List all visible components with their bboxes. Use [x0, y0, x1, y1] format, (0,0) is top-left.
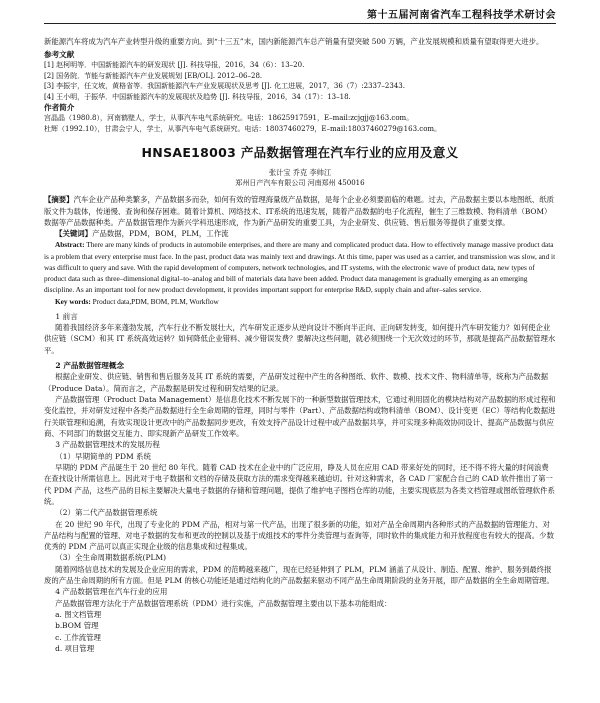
section-2-text-2: 产品数据管理（Product Data Management）是信息化技术不断发展下的一种新型数据管理技术，它通过利用固化的模块结构对产品数据的形成过程和变化监控，并对研发过程中各类产品数据进行全生命周期的管理，同时与零件（Part）、产品数据结构或物料清单（BOM）、设计变更（EC）等结构化数据进行关联管理和追溯，有效实现设计更改中的产品数据同步更改，有效支持产品设计过程中或产品数据共享，并可实现多种高效协同设计、提高产品数据与供应商、不同部门的数据交互能力、即实现新产品研发工作效率。: [44, 395, 556, 438]
paper-affiliation: 郑州日产汽车有限公司 河南郑州 450016: [235, 179, 365, 188]
abstract-label: 【摘要】: [44, 195, 74, 205]
list-item: b.BOM 管理: [55, 621, 99, 631]
author-info-item: 宫晶晶（1980.8），河南鹤壁人，学士，从事汽车电气系统研究。电话：18625917591，E–mail:zcjgjj@163.com。: [44, 114, 414, 123]
keywords-cn: [44, 228, 556, 239]
author-intro-title: 作者简介: [44, 103, 75, 113]
section-1-text: 随着我国经济多年来蓬勃发展，汽车行业不断发展壮大，汽车研发正逐步从逆向设计不断向半正向、正向研发转变，如何提升汽车研发能力？如何使企业供应链（SCM）和其 IT 系统高效运转？如何降低企业错料、减少错误发费？要解决这些问题，就必须围绕一个无次效过的环节，那就是提高产品数据管理水平。: [44, 323, 556, 355]
list-item: d. 项目管理: [55, 644, 95, 654]
references-title: 参考文献: [44, 50, 75, 60]
list-item: c. 工作流管理: [55, 632, 101, 642]
reference-item: [3] 李振宇，任文坡，黄格省等．我国新能源汽车产业发展现状及思考 [J]. 化工进展，2017，36（7）:2337–2343.: [44, 82, 405, 91]
keywords-en: [44, 296, 556, 307]
author-info-item: 杜辉（1992.10），甘肃会宁人，学士，从事汽车电气系统研究。电话：18037460279，E–mail:18037460279@163.com。: [44, 124, 442, 133]
reference-item: [1] 赵柯明等．中国新能源汽车的研发现状 [J]. 科技导报，2016，34（6）：13–20.: [44, 61, 305, 70]
list-item: a. 图文档管理: [55, 610, 102, 620]
subsection-3-3-text: 随着网络信息技术的发展及企业应用的需求，PDM 的范畴越来越广，现在已经延伸到了 PLM，PLM 涵盖了从设计、制造、配置、维护、服务到最终报废的产品生命周期的所有方面。但是 PLM 的核心功能还是通过结构化的产品数据来驱动不同产品生命周期阶段的业务开展，即产品数据的全生命周期管理。: [44, 564, 554, 586]
section-heading-2: 2 产品数据管理概念: [55, 361, 125, 370]
abstract-en: [44, 239, 556, 295]
section-heading-4: 4 产品数据管理在汽车行业的应用: [55, 587, 168, 597]
section-heading-3: 3 产品数据管理技术的发展历程: [55, 440, 160, 450]
paper-authors: 张计宝 乔克 李帅江: [268, 168, 332, 178]
reference-item: [2] 国务院．节能与新能源汽车产业发展规划 [EB/OL]. 2012–06–28.: [44, 71, 263, 80]
subsection-heading-3-3: （3）全生命周期数据系统(PLM): [55, 553, 167, 563]
intro-paragraph: 新能源汽车将成为汽车产业转型升级的重要方向。到“十三五”末，国内新能源汽车总产销量有望突破 500 万辆，产业发展规模和质量有望取得更大进步。: [44, 37, 544, 46]
subsection-3-2-text: 在 20 世纪 90 年代，出现了专业化的 PDM 产品，相对与第一代产品，出现了很多新的功能，如对产品全命周期内各种形式的产品数据的管理能力、对产品结构与配置的管理、对电子数据的发布和更改的控制以及基于成组技术的零件分类管理与查询等，同时软件的集成能力和开放程度也有较大的提高。少数优秀的 PDM 产品可以真正实现企业级的信息集成和过程集成。: [44, 519, 554, 552]
abstract-en-text: There are many kinds of products in automobile enterprises, and there are many and complicated product data. How to effectively manage massive product data is a problem that every enterprise must face. In the past, product data was mainly text and drawings. At this time, paper was used as a carrier, and transmission was slow, and it was difficult to query and save. With the rapid development of computers, network technologies, and IT systems, with the electronic wave of product data, new types of product data such as three–dimensional digital–to–analog and bill of materials data have been added. Product data management is gradually emerging as an emerging discipline. As an important tool for new product development, it provides important support for enterprise R&D, supply chain and after–sales service.: [44, 240, 556, 295]
keywords-text: 产品数据，PDM，BOM，PLM，工作流: [92, 229, 229, 239]
subsection-heading-3-2: （2）第二代产品数据管理系统: [55, 508, 158, 518]
subsection-3-1-text: 早期的 PDM 产品诞生于 20 世纪 80 年代。随着 CAD 技术在企业中的广泛应用，睁及人员在应用 CAD 带来好处的同时，还不得不将大量的时间浪费在查找设计所需信息上。因此对于电子数据和文档的存储及获取方法的需求变得越来越迫切。针对这种需求，各 CAD 厂家配合自己的 CAD 软件推出了第一代 PDM 产品，这些产品的目标主要解决大量电子数据的存储和管理问题，提供了维护电子图档仓库的功能，主要实现底层为各类文档管理或图纸管理软件系统。: [44, 463, 555, 506]
reference-item: [4] 王小明，于振华．中国新能源汽车的发展现状及趋势 [J]. 科技导报，2016，34（17）：13–18.: [44, 92, 351, 101]
subsection-heading-3-1: （1）早期简单的 PDM 系统: [55, 451, 152, 461]
paper-title: HNSAE18003 产品数据管理在汽车行业的应用及意义: [141, 145, 459, 161]
section-4-text: 产品数据管理方法化于产品数据管理系统（PDM）进行实施，产品数据管理主要由以下基本功能组成：: [55, 598, 392, 608]
section-heading-1: 1 前言: [55, 311, 78, 321]
keywords-en-label: Key words:: [54, 296, 91, 306]
keywords-en-text: Product data,PDM, BOM, PLM, Workflow: [92, 296, 219, 306]
running-head: 第十五届河南省汽车工程科技学术研讨会: [44, 6, 556, 24]
abstract-en-label: Abstract:: [54, 240, 85, 250]
abstract-cn: [44, 194, 556, 228]
abstract-text: 汽车企业产品种类繁多，产品数据多而杂，如何有效的管理海量级产品数据，是每个企业必须要面临的难题。过去，产品数据主要以本地图纸、纸质版文件为载体，传递慢、查询和保存困难。随着计算机、网络技术、IT系统的迅速发展，随着产品数据的电子化流程，催生了三维数模、物料清单（BOM）数据等产品数据种类。产品数据管理作为新兴学科迅速形成，作为新产品研发的重要工具，为企业研发、供应链、售后服务等提供了重要支撑。: [44, 195, 554, 227]
section-2-text-1: 根据企业研发、供应链、销售和售后服务及其 IT 系统的需要，产品研发过程中产生的各种图纸、软件、数模、技术文件、物料清单等，统称为产品数据（Produce Data）。简而言之，产品数据是研发过程和研发结果的记录。: [44, 372, 549, 393]
keywords-label: 【关键词】: [55, 229, 93, 239]
